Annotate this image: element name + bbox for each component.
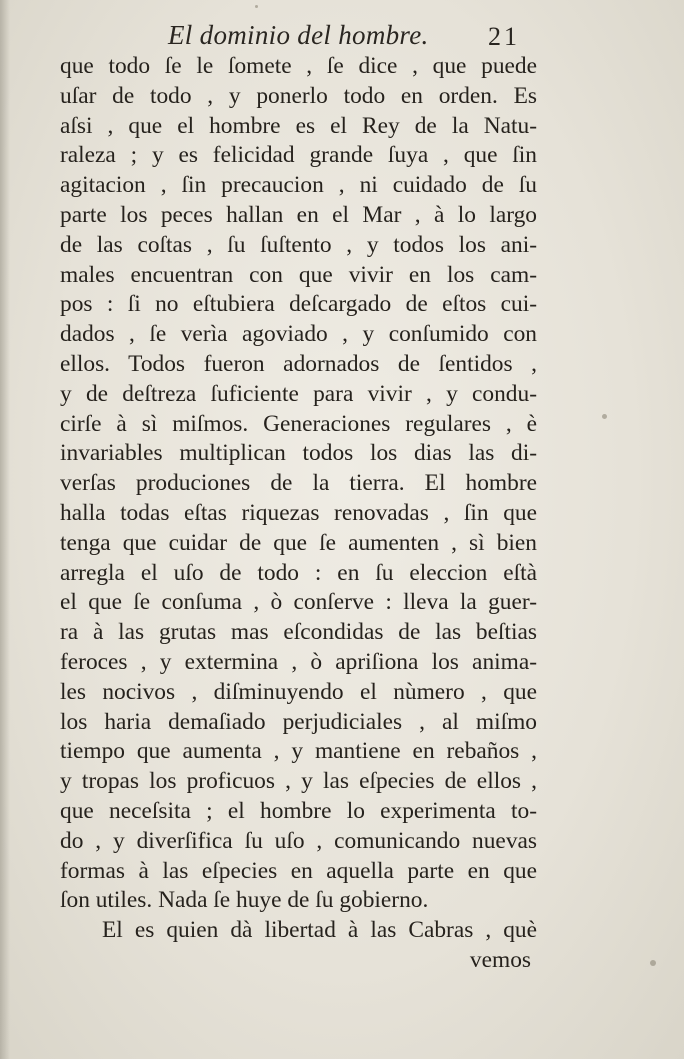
text-line: tenga que cuidar de que ſe aumenten , sì bien (60, 529, 537, 556)
text-line: pos : ſi no eſtubiera deſcargado de eſtos cui- (60, 291, 537, 318)
page-header (60, 20, 580, 56)
text-line: aſsi , que el hombre es el Rey de la Natu- (60, 112, 537, 139)
text-line: y tropas los proficuos , y las eſpecies de ellos , (60, 768, 537, 795)
text-line: ellos. Todos fueron adornados de ſentidos , (60, 350, 537, 377)
text-line: uſar de todo , y ponerlo todo en orden. Es (60, 82, 537, 109)
text-line: do , y diverſifica ſu uſo , comunicando nuevas (60, 827, 537, 854)
text-line: de las coſtas , ſu ſuſtento , y todos los ani- (60, 231, 537, 258)
catchword: vemos (469, 946, 531, 973)
text-line: parte los peces hallan en el Mar , à lo largo (60, 201, 537, 228)
paper-speck (650, 960, 656, 966)
page-edge-shadow (0, 0, 10, 1059)
text-line: formas à las eſpecies en aquella parte en que (60, 857, 537, 884)
text-line: que neceſsita ; el hombre lo experimenta to- (60, 797, 537, 824)
text-line: los haria demaſiado perjudiciales , al miſmo (60, 708, 537, 735)
text-line: cirſe à sì miſmos. Generaciones regulares , è (60, 410, 537, 437)
text-line: les nocivos , diſminuyendo el nùmero , que (60, 678, 537, 705)
text-line: invariables multiplican todos los dias las di- (60, 440, 537, 467)
text-line: arregla el uſo de todo : en ſu eleccion eſtà (60, 559, 537, 586)
text-line: verſas produciones de la tierra. El hombre (60, 470, 537, 497)
body-text (60, 52, 537, 976)
text-line: feroces , y extermina , ò apriſiona los anima- (60, 648, 537, 675)
page-number: 21 (488, 22, 520, 51)
paragraph-end-line: ſon utiles. Nada ſe huye de ſu gobierno. (60, 887, 429, 914)
paper-speck (255, 5, 258, 8)
text-line: ra à las grutas mas eſcondidas de las beſtias (60, 619, 537, 646)
text-line: agitacion , ſin precaucion , ni cuidado de ſu (60, 172, 537, 199)
text-line: halla todas eſtas riquezas renovadas , ſin que (60, 499, 537, 526)
paragraph-start-line: El es quien dà libertad à las Cabras , què (102, 917, 537, 944)
text-line: que todo ſe le ſomete , ſe dice , que puede (60, 53, 537, 79)
text-line: dados , ſe verìa agoviado , y conſumido con (60, 321, 537, 348)
text-line: raleza ; y es felicidad grande ſuya , que ſin (60, 142, 537, 169)
text-line: males encuentran con que vivir en los cam- (60, 261, 537, 288)
paper-speck (602, 414, 607, 419)
text-line: y de deſtreza ſuficiente para vivir , y condu- (60, 380, 537, 407)
text-line: tiempo que aumenta , y mantiene en rebaños , (60, 738, 537, 765)
running-title: El dominio del hombre. (168, 20, 429, 50)
text-line: el que ſe conſuma , ò conſerve : lleva la guer- (60, 589, 537, 616)
